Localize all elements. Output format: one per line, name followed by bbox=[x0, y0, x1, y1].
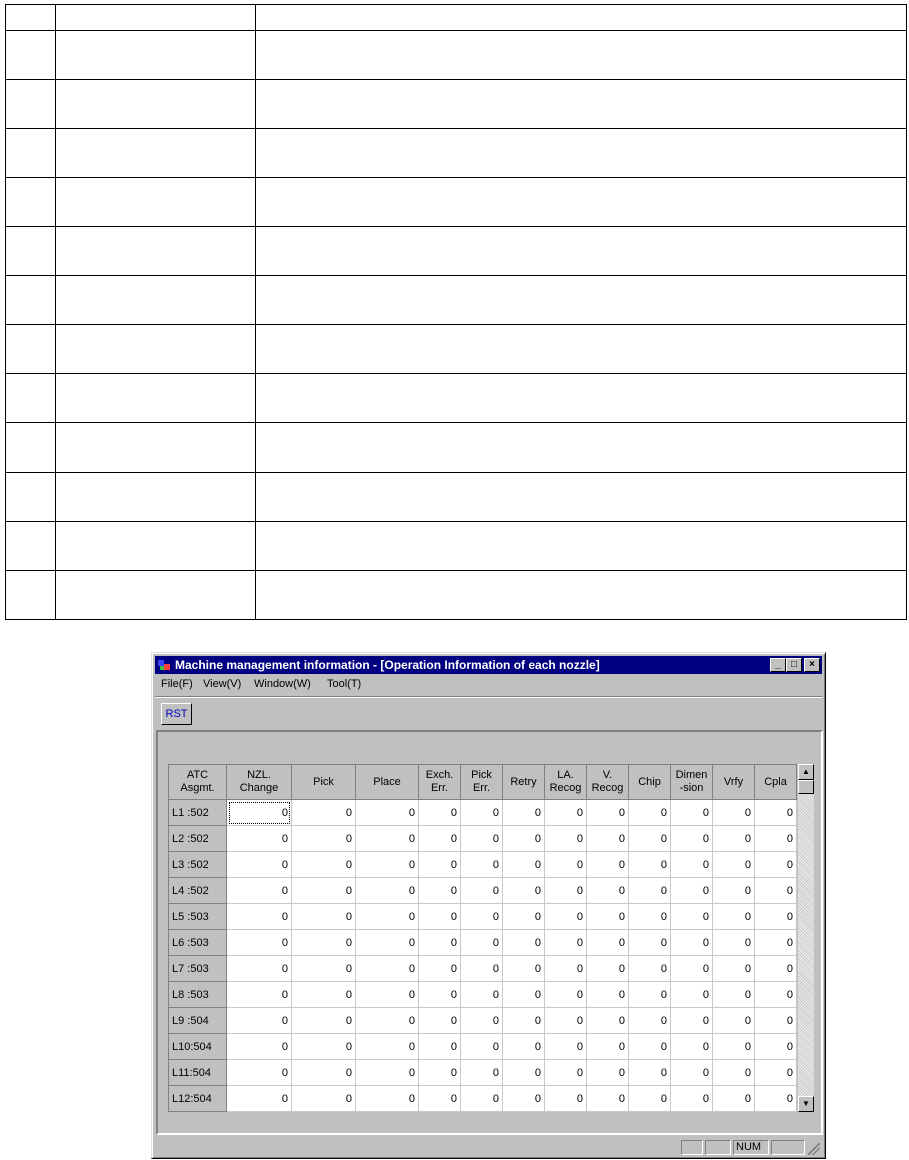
table-row bbox=[169, 1008, 797, 1034]
grid-cell[interactable]: 0 bbox=[713, 1008, 755, 1034]
menu-window[interactable]: Window(W) bbox=[254, 678, 311, 690]
grid-cell[interactable]: 0 bbox=[292, 904, 356, 930]
document-table-cell bbox=[256, 5, 907, 31]
document-table-row bbox=[6, 423, 907, 472]
grid-cell[interactable]: 0 bbox=[227, 904, 292, 930]
grid-cell[interactable]: 0 bbox=[356, 852, 419, 878]
row-header[interactable]: L8 :503 bbox=[169, 982, 227, 1008]
menu-view[interactable]: View(V) bbox=[203, 678, 242, 690]
grid-cell[interactable]: 0 bbox=[503, 1060, 545, 1086]
status-panel-4 bbox=[771, 1140, 805, 1155]
grid-cell[interactable]: 0 bbox=[671, 800, 713, 826]
grid-cell[interactable]: 0 bbox=[461, 1008, 503, 1034]
grid-cell[interactable]: 0 bbox=[671, 904, 713, 930]
column-header[interactable]: Cpla bbox=[755, 765, 797, 800]
grid-cell[interactable]: 0 bbox=[545, 1008, 587, 1034]
grid-cell[interactable]: 0 bbox=[503, 878, 545, 904]
table-row bbox=[169, 1086, 797, 1112]
grid-cell[interactable]: 0 bbox=[227, 1060, 292, 1086]
document-table-row bbox=[6, 521, 907, 570]
app-icon bbox=[157, 657, 173, 673]
grid-cell[interactable]: 0 bbox=[587, 904, 629, 930]
grid-cell[interactable]: 0 bbox=[419, 1008, 461, 1034]
table-row bbox=[169, 982, 797, 1008]
grid-cell[interactable]: 0 bbox=[503, 1034, 545, 1060]
document-table-cell bbox=[56, 177, 256, 226]
toolbar-divider bbox=[155, 696, 822, 698]
grid-cell[interactable]: 0 bbox=[713, 1034, 755, 1060]
document-table-row bbox=[6, 177, 907, 226]
grid-cell[interactable]: 0 bbox=[629, 1086, 671, 1112]
grid-cell[interactable]: 0 bbox=[713, 852, 755, 878]
document-table-cell bbox=[6, 325, 56, 374]
status-num: NUM bbox=[733, 1140, 769, 1155]
table-row bbox=[169, 904, 797, 930]
grid-cell[interactable]: 0 bbox=[419, 800, 461, 826]
row-header[interactable]: L3 :502 bbox=[169, 852, 227, 878]
grid-cell[interactable]: 0 bbox=[461, 1086, 503, 1112]
grid-cell[interactable]: 0 bbox=[227, 826, 292, 852]
grid-cell[interactable]: 0 bbox=[503, 800, 545, 826]
document-table-row bbox=[6, 325, 907, 374]
grid-cell[interactable]: 0 bbox=[587, 800, 629, 826]
grid-cell[interactable]: 0 bbox=[419, 878, 461, 904]
document-table-row bbox=[6, 79, 907, 128]
grid-cell[interactable]: 0 bbox=[755, 930, 797, 956]
grid-cell[interactable]: 0 bbox=[292, 826, 356, 852]
grid-cell[interactable]: 0 bbox=[419, 904, 461, 930]
document-table-cell bbox=[6, 5, 56, 31]
table-row bbox=[169, 956, 797, 982]
grid-cell[interactable]: 0 bbox=[545, 904, 587, 930]
grid-cell[interactable]: 0 bbox=[755, 982, 797, 1008]
document-table-cell bbox=[256, 30, 907, 79]
column-header[interactable]: Vrfy bbox=[713, 765, 755, 800]
grid-cell[interactable]: 0 bbox=[461, 800, 503, 826]
grid-cell[interactable]: 0 bbox=[461, 930, 503, 956]
grid-cell[interactable]: 0 bbox=[629, 930, 671, 956]
grid-cell[interactable]: 0 bbox=[587, 826, 629, 852]
grid-cell[interactable]: 0 bbox=[755, 852, 797, 878]
grid-cell[interactable]: 0 bbox=[713, 826, 755, 852]
grid-cell[interactable]: 0 bbox=[461, 1060, 503, 1086]
grid-cell[interactable]: 0 bbox=[629, 1008, 671, 1034]
row-header[interactable]: L7 :503 bbox=[169, 956, 227, 982]
document-table-cell bbox=[6, 472, 56, 521]
scroll-down-icon[interactable]: ▼ bbox=[798, 1096, 814, 1112]
grid-cell[interactable]: 0 bbox=[503, 826, 545, 852]
rst-button[interactable]: RST bbox=[161, 703, 192, 725]
grid-cell[interactable]: 0 bbox=[356, 1086, 419, 1112]
document-table-cell bbox=[6, 374, 56, 423]
grid-cell[interactable]: 0 bbox=[227, 1034, 292, 1060]
grid-cell[interactable]: 0 bbox=[227, 878, 292, 904]
column-header[interactable]: Retry bbox=[503, 765, 545, 800]
grid-cell[interactable]: 0 bbox=[503, 1008, 545, 1034]
grid-cell[interactable]: 0 bbox=[227, 1086, 292, 1112]
grid-cell[interactable]: 0 bbox=[419, 982, 461, 1008]
scroll-up-icon[interactable]: ▲ bbox=[798, 764, 814, 780]
document-table-cell bbox=[256, 374, 907, 423]
row-header[interactable]: L12:504 bbox=[169, 1086, 227, 1112]
document-table-cell bbox=[256, 472, 907, 521]
grid-cell[interactable]: 0 bbox=[545, 852, 587, 878]
status-panel-2 bbox=[705, 1140, 731, 1155]
document-table-cell bbox=[56, 374, 256, 423]
grid-cell[interactable]: 0 bbox=[292, 1060, 356, 1086]
grid-cell[interactable]: 0 bbox=[356, 800, 419, 826]
grid-cell[interactable]: 0 bbox=[755, 1008, 797, 1034]
document-table-cell bbox=[256, 79, 907, 128]
document-table-cell bbox=[6, 128, 56, 177]
grid-cell[interactable]: 0 bbox=[419, 1060, 461, 1086]
grid-cell[interactable]: 0 bbox=[545, 982, 587, 1008]
table-row bbox=[169, 1034, 797, 1060]
document-table-cell bbox=[6, 177, 56, 226]
grid-cell[interactable]: 0 bbox=[671, 1034, 713, 1060]
document-table-row bbox=[6, 374, 907, 423]
grid-cell[interactable]: 0 bbox=[713, 904, 755, 930]
grid-cell[interactable]: 0 bbox=[587, 878, 629, 904]
menu-file[interactable]: File(F) bbox=[161, 678, 193, 690]
grid-cell[interactable]: 0 bbox=[419, 826, 461, 852]
grid-cell[interactable]: 0 bbox=[755, 904, 797, 930]
grid-cell[interactable]: 0 bbox=[671, 1060, 713, 1086]
document-table-cell bbox=[6, 570, 56, 619]
grid-cell[interactable]: 0 bbox=[671, 826, 713, 852]
grid-cell[interactable]: 0 bbox=[587, 1034, 629, 1060]
grid-cell[interactable]: 0 bbox=[755, 826, 797, 852]
document-table-cell bbox=[6, 227, 56, 276]
vertical-scrollbar[interactable] bbox=[798, 764, 814, 1112]
grid-cell[interactable]: 0 bbox=[419, 930, 461, 956]
column-header[interactable]: Pick bbox=[292, 765, 356, 800]
document-table-cell bbox=[6, 423, 56, 472]
grid-cell[interactable]: 0 bbox=[671, 1086, 713, 1112]
status-bar bbox=[155, 1138, 822, 1156]
grid-cell[interactable]: 0 bbox=[227, 800, 292, 826]
app-window bbox=[151, 652, 826, 1159]
grid-cell[interactable]: 0 bbox=[755, 956, 797, 982]
grid-cell[interactable]: 0 bbox=[545, 1086, 587, 1112]
grid-cell[interactable]: 0 bbox=[227, 982, 292, 1008]
grid-cell[interactable]: 0 bbox=[713, 956, 755, 982]
document-table-cell bbox=[56, 227, 256, 276]
document-table-row bbox=[6, 30, 907, 79]
grid-cell[interactable]: 0 bbox=[356, 1034, 419, 1060]
document-table-cell bbox=[6, 79, 56, 128]
grid-cell[interactable]: 0 bbox=[356, 930, 419, 956]
grid-cell[interactable]: 0 bbox=[671, 956, 713, 982]
document-table-cell bbox=[256, 177, 907, 226]
row-header[interactable]: L6 :503 bbox=[169, 930, 227, 956]
grid-cell[interactable]: 0 bbox=[227, 930, 292, 956]
table-row bbox=[169, 1060, 797, 1086]
grid-cell[interactable]: 0 bbox=[629, 956, 671, 982]
grid-cell[interactable]: 0 bbox=[629, 1034, 671, 1060]
grid-cell[interactable]: 0 bbox=[356, 956, 419, 982]
document-table-cell bbox=[256, 521, 907, 570]
grid-cell[interactable]: 0 bbox=[292, 1086, 356, 1112]
row-header[interactable]: L10:504 bbox=[169, 1034, 227, 1060]
document-table-cell bbox=[256, 227, 907, 276]
document-table-cell bbox=[56, 5, 256, 31]
grid-cell[interactable]: 0 bbox=[419, 956, 461, 982]
minimize-button[interactable]: _ bbox=[770, 658, 786, 672]
grid-cell[interactable]: 0 bbox=[356, 904, 419, 930]
scroll-thumb[interactable] bbox=[798, 780, 814, 794]
table-row bbox=[169, 878, 797, 904]
column-header[interactable]: V. Recog bbox=[587, 765, 629, 800]
document-table-cell bbox=[56, 325, 256, 374]
grid-cell[interactable]: 0 bbox=[292, 930, 356, 956]
document-table-row bbox=[6, 5, 907, 31]
document-table-cell bbox=[56, 472, 256, 521]
row-header[interactable]: L4 :502 bbox=[169, 878, 227, 904]
document-table-cell bbox=[256, 325, 907, 374]
column-header[interactable]: Dimen -sion bbox=[671, 765, 713, 800]
row-header[interactable]: L9 :504 bbox=[169, 1008, 227, 1034]
grid-cell[interactable]: 0 bbox=[292, 1034, 356, 1060]
grid-cell[interactable]: 0 bbox=[356, 1060, 419, 1086]
grid-cell[interactable]: 0 bbox=[629, 1060, 671, 1086]
grid-cell[interactable]: 0 bbox=[587, 852, 629, 878]
grid-cell[interactable]: 0 bbox=[629, 800, 671, 826]
document-table-cell bbox=[56, 276, 256, 325]
document-table-cell bbox=[56, 521, 256, 570]
column-header[interactable]: Place bbox=[356, 765, 419, 800]
grid-cell[interactable]: 0 bbox=[587, 1086, 629, 1112]
grid-cell[interactable]: 0 bbox=[671, 930, 713, 956]
grid-cell[interactable]: 0 bbox=[755, 1086, 797, 1112]
grid-cell[interactable]: 0 bbox=[713, 1060, 755, 1086]
grid-cell[interactable]: 0 bbox=[755, 800, 797, 826]
document-table bbox=[5, 4, 907, 620]
grid-cell[interactable]: 0 bbox=[671, 852, 713, 878]
grid-cell[interactable]: 0 bbox=[356, 826, 419, 852]
grid-cell[interactable]: 0 bbox=[461, 904, 503, 930]
grid-cell[interactable]: 0 bbox=[587, 930, 629, 956]
grid-cell[interactable]: 0 bbox=[461, 1034, 503, 1060]
document-table-row bbox=[6, 570, 907, 619]
column-header[interactable]: Exch. Err. bbox=[419, 765, 461, 800]
grid-cell[interactable]: 0 bbox=[227, 852, 292, 878]
table-row bbox=[169, 930, 797, 956]
grid-cell[interactable]: 0 bbox=[629, 852, 671, 878]
grid-cell[interactable]: 0 bbox=[356, 982, 419, 1008]
grid-cell[interactable]: 0 bbox=[671, 878, 713, 904]
document-table-cell bbox=[256, 128, 907, 177]
grid-cell[interactable]: 0 bbox=[545, 1060, 587, 1086]
column-header[interactable]: NZL. Change bbox=[227, 765, 292, 800]
grid-cell[interactable]: 0 bbox=[713, 800, 755, 826]
nozzle-grid bbox=[168, 764, 797, 1112]
grid-cell[interactable]: 0 bbox=[292, 878, 356, 904]
row-header[interactable]: L5 :503 bbox=[169, 904, 227, 930]
maximize-button[interactable]: □ bbox=[786, 658, 802, 672]
menu-tool[interactable]: Tool(T) bbox=[327, 678, 362, 690]
grid-cell[interactable]: 0 bbox=[629, 982, 671, 1008]
grid-cell[interactable]: 0 bbox=[503, 1086, 545, 1112]
grid-cell[interactable]: 0 bbox=[292, 1008, 356, 1034]
document-table-cell bbox=[56, 79, 256, 128]
document-table-cell bbox=[6, 30, 56, 79]
grid-cell[interactable]: 0 bbox=[227, 1008, 292, 1034]
grid-cell[interactable]: 0 bbox=[503, 852, 545, 878]
grid-cell[interactable]: 0 bbox=[671, 1008, 713, 1034]
column-header[interactable]: ATC Asgmt. bbox=[169, 765, 227, 800]
grid-cell[interactable]: 0 bbox=[713, 878, 755, 904]
document-table-row bbox=[6, 128, 907, 177]
document-table-row bbox=[6, 472, 907, 521]
grid-cell[interactable]: 0 bbox=[587, 1060, 629, 1086]
grid-cell[interactable]: 0 bbox=[419, 852, 461, 878]
grid-cell[interactable]: 0 bbox=[629, 826, 671, 852]
document-table-cell bbox=[256, 570, 907, 619]
grid-cell[interactable]: 0 bbox=[545, 1034, 587, 1060]
grid-cell[interactable]: 0 bbox=[461, 826, 503, 852]
grid-cell[interactable]: 0 bbox=[503, 904, 545, 930]
row-header[interactable]: L1 :502 bbox=[169, 800, 227, 826]
grid-cell[interactable]: 0 bbox=[545, 956, 587, 982]
document-table-cell bbox=[256, 276, 907, 325]
grid-cell[interactable]: 0 bbox=[713, 930, 755, 956]
grid-cell[interactable]: 0 bbox=[671, 982, 713, 1008]
grid-cell[interactable]: 0 bbox=[356, 1008, 419, 1034]
grid-cell[interactable]: 0 bbox=[545, 878, 587, 904]
resize-grip-icon[interactable] bbox=[808, 1143, 820, 1155]
grid-cell[interactable]: 0 bbox=[461, 956, 503, 982]
document-table-cell bbox=[256, 423, 907, 472]
menu-bar bbox=[155, 675, 822, 693]
document-table-cell bbox=[56, 128, 256, 177]
grid-cell[interactable]: 0 bbox=[503, 982, 545, 1008]
grid-cell[interactable]: 0 bbox=[419, 1086, 461, 1112]
grid-cell[interactable]: 0 bbox=[292, 800, 356, 826]
document-table-cell bbox=[6, 276, 56, 325]
title-bar[interactable] bbox=[155, 656, 822, 674]
document-table-cell bbox=[56, 570, 256, 619]
grid-cell[interactable]: 0 bbox=[503, 956, 545, 982]
table-row bbox=[169, 852, 797, 878]
column-header[interactable]: Chip bbox=[629, 765, 671, 800]
grid-cell[interactable]: 0 bbox=[713, 1086, 755, 1112]
grid-cell[interactable]: 0 bbox=[629, 878, 671, 904]
document-table-cell bbox=[56, 30, 256, 79]
grid-cell[interactable]: 0 bbox=[292, 956, 356, 982]
row-header[interactable]: L11:504 bbox=[169, 1060, 227, 1086]
column-header[interactable]: Pick Err. bbox=[461, 765, 503, 800]
grid-cell[interactable]: 0 bbox=[545, 800, 587, 826]
row-header[interactable]: L2 :502 bbox=[169, 826, 227, 852]
column-header[interactable]: LA. Recog bbox=[545, 765, 587, 800]
window-title: Machine management information - [Operation Information of each nozzle] bbox=[175, 658, 600, 672]
grid-cell[interactable]: 0 bbox=[461, 852, 503, 878]
grid-cell[interactable]: 0 bbox=[227, 956, 292, 982]
grid-cell[interactable]: 0 bbox=[755, 878, 797, 904]
grid-cell[interactable]: 0 bbox=[461, 982, 503, 1008]
status-panel-1 bbox=[681, 1140, 703, 1155]
document-table-cell bbox=[56, 423, 256, 472]
grid-cell[interactable]: 0 bbox=[356, 878, 419, 904]
grid-cell[interactable]: 0 bbox=[755, 1034, 797, 1060]
grid-cell[interactable]: 0 bbox=[545, 826, 587, 852]
document-table-row bbox=[6, 276, 907, 325]
grid-cell[interactable]: 0 bbox=[587, 982, 629, 1008]
grid-cell[interactable]: 0 bbox=[503, 930, 545, 956]
grid-cell[interactable]: 0 bbox=[292, 982, 356, 1008]
grid-cell[interactable]: 0 bbox=[587, 1008, 629, 1034]
grid-cell[interactable]: 0 bbox=[419, 1034, 461, 1060]
grid-cell[interactable]: 0 bbox=[461, 878, 503, 904]
grid-cell[interactable]: 0 bbox=[587, 956, 629, 982]
mdi-client-area bbox=[156, 730, 823, 1135]
table-row bbox=[169, 800, 797, 826]
document-table-cell bbox=[6, 521, 56, 570]
grid-cell[interactable]: 0 bbox=[755, 1060, 797, 1086]
grid-cell[interactable]: 0 bbox=[545, 930, 587, 956]
grid-cell[interactable]: 0 bbox=[713, 982, 755, 1008]
document-table-row bbox=[6, 227, 907, 276]
grid-cell[interactable]: 0 bbox=[292, 852, 356, 878]
grid-cell[interactable]: 0 bbox=[629, 904, 671, 930]
close-button[interactable]: × bbox=[804, 658, 820, 672]
table-row bbox=[169, 826, 797, 852]
